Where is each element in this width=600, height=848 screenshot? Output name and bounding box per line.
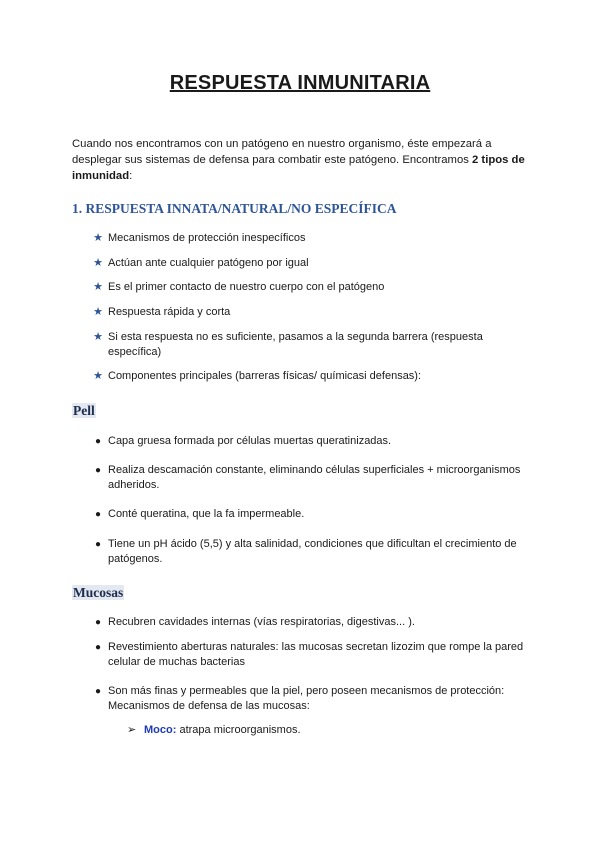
bullet-dot-icon: ●	[94, 465, 102, 476]
list-item-text: Realiza descamación constante, eliminando células superficiales + microorganismos adheridos.	[108, 464, 521, 491]
list-item-text: Recubren cavidades internas (vías respiratorias, digestivas... ).	[108, 616, 415, 628]
bullet-dot-icon: ●	[94, 509, 102, 520]
list-item	[90, 305, 530, 320]
list-item	[90, 507, 530, 522]
list-item-text: Tiene un pH ácido (5,5) y alta salinidad, condiciones que dificultan el crecimiento de patógenos.	[108, 538, 517, 565]
bullet-dot-icon: ●	[94, 436, 102, 447]
list-item	[90, 434, 530, 449]
list-item	[90, 615, 530, 630]
subheading-pell	[72, 403, 96, 419]
list-item-text: Si esta respuesta no es suficiente, pasamos a la segunda barrera (respuesta específica)	[108, 331, 483, 358]
star-bullet-icon: ★	[93, 257, 103, 269]
arrow-bullet-icon: ➢	[127, 724, 137, 736]
sub-list-item	[127, 723, 527, 738]
list-item-text: Son más finas y permeables que la piel, pero poseen mecanismos de protección: Mecanismos de defensa de las mucosas:	[108, 685, 505, 712]
star-bullet-icon: ★	[93, 232, 103, 244]
intro-end: :	[129, 170, 133, 182]
list-item-text: Es el primer contacto de nuestro cuerpo con el patógeno	[108, 281, 385, 293]
star-bullet-icon: ★	[93, 281, 103, 293]
document-title: RESPUESTA INMUNITARIA	[169, 72, 431, 94]
subheading-mucosas	[72, 585, 124, 601]
bullet-dot-icon: ●	[94, 617, 102, 628]
list-item	[90, 256, 530, 271]
sub-item-text: atrapa microorganismos.	[176, 724, 301, 736]
list-item-text: Conté queratina, que la fa impermeable.	[108, 508, 305, 520]
list-item	[90, 640, 530, 670]
intro-text: Cuando nos encontramos con un patógeno en nuestro organismo, éste empezará a desplegar sus sistemas de defensa para combatir este patógeno. Encontramos	[72, 138, 492, 166]
list-item-text: Componentes principales (barreras físicas/ químicasi defensas):	[108, 370, 422, 382]
list-item-text: Mecanismos de protección inespecíficos	[108, 232, 306, 244]
star-bullet-icon: ★	[93, 331, 103, 343]
bullet-dot-icon: ●	[94, 686, 102, 697]
intro-paragraph	[72, 136, 530, 184]
bullet-dot-icon: ●	[94, 642, 102, 653]
subheading-pell-text: Pell	[73, 403, 95, 418]
section-heading-innate: 1. RESPUESTA INNATA/NATURAL/NO ESPECÍFICA	[72, 201, 397, 216]
star-bullet-icon: ★	[93, 306, 103, 318]
list-item-text: Respuesta rápida y corta	[108, 306, 231, 318]
list-item	[90, 369, 530, 384]
bullet-dot-icon: ●	[94, 539, 102, 550]
subheading-mucosas-text: Mucosas	[73, 585, 124, 600]
list-item	[90, 684, 530, 714]
list-item-text: Revestimiento aberturas naturales: las mucosas secretan lizozim que rompe la pared celular de muchas bacterias	[108, 641, 524, 668]
intro-bold: 2 tipos de inmunidad	[72, 154, 525, 182]
list-item	[90, 330, 530, 360]
list-item	[90, 231, 530, 246]
list-item	[90, 280, 530, 295]
list-item	[90, 463, 530, 493]
list-item-text: Capa gruesa formada por células muertas queratinizadas.	[108, 435, 392, 447]
star-bullet-icon: ★	[93, 370, 103, 382]
list-item	[90, 537, 530, 567]
list-item-text: Actúan ante cualquier patógeno por igual	[108, 257, 309, 269]
sub-item-key: Moco:	[144, 724, 177, 736]
